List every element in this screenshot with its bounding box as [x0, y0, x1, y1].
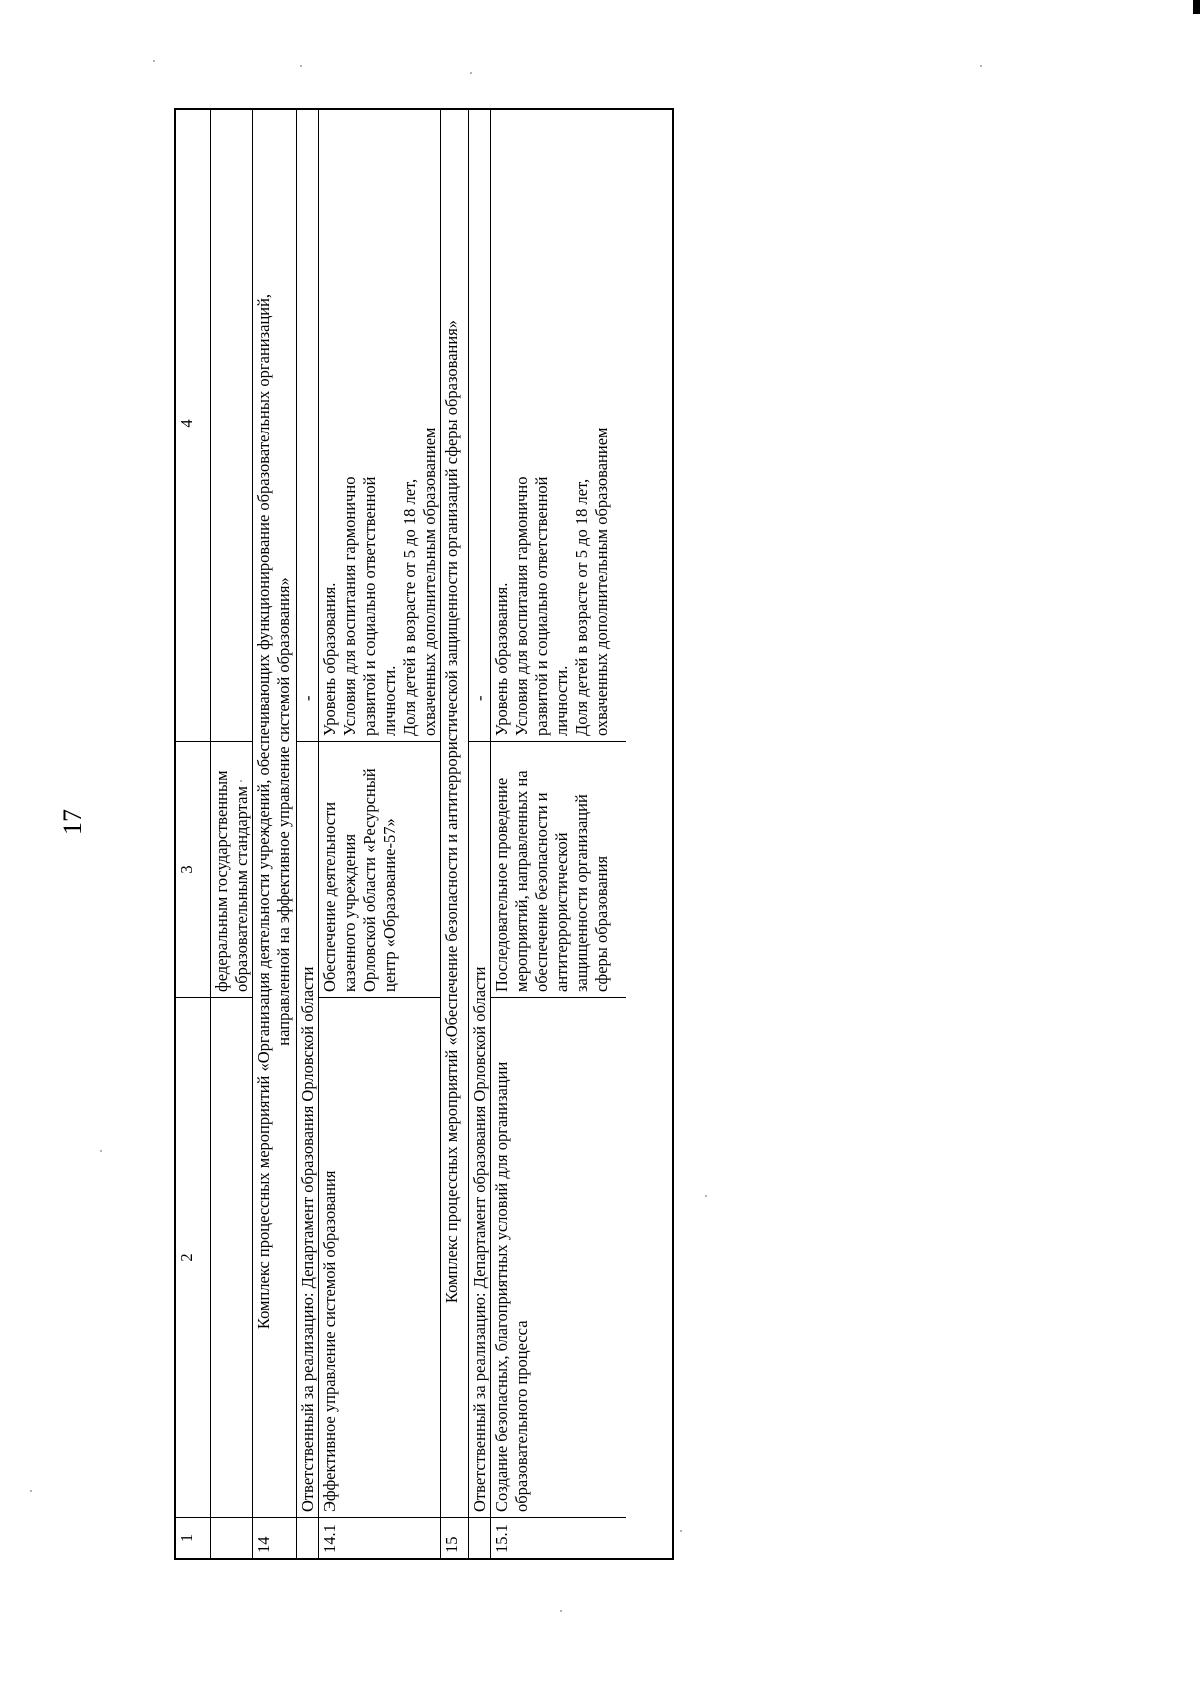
table-row [318, 110, 440, 1558]
table-row [490, 110, 626, 1558]
scan-speck [30, 1490, 32, 1492]
scan-speck [100, 1150, 102, 1152]
scan-speck [560, 1610, 562, 1612]
header-cell: 4 [176, 106, 210, 742]
responsible-cell: Ответственный за реализацию: Департамент образования Орловской области [297, 742, 318, 1518]
scan-speck [470, 72, 472, 74]
page-number: 17 [58, 809, 87, 835]
row-number-cell [297, 1518, 318, 1558]
table-header-row [176, 110, 210, 1558]
name-cell [211, 998, 252, 1518]
responsible-row [296, 110, 318, 1558]
name-cell: Эффективное управление системой образования [319, 998, 440, 1518]
section-number-cell: 14 [254, 1536, 273, 1553]
section-title-cell: Комплекс процессных мероприятий «Обеспечение безопасности и антитеррористической защищенности организаций сферы образования» [441, 106, 468, 1518]
row-number-cell: 15.1 [492, 1524, 511, 1553]
corner-scan-mark [1193, 0, 1200, 14]
section-row [440, 110, 468, 1558]
description-cell: федеральным государственным образовательным стандартам [211, 742, 252, 998]
table-row [210, 110, 252, 1558]
responsible-row [468, 110, 490, 1558]
scan-speck [680, 1530, 682, 1532]
section-row [252, 110, 296, 1558]
scan-speck [300, 65, 302, 67]
indicator-cell: Уровень образования. Условия для воспитания гармонично развитой и социально ответственной личности. Доля детей в возрасте от 5 до 18 лет, охваченных дополнительным образованием [491, 106, 626, 742]
measures-table [174, 108, 674, 1560]
row-number-cell [211, 1518, 252, 1558]
scan-speck [153, 60, 155, 62]
responsible-cell: Ответственный за реализацию: Департамент образования Орловской области [469, 742, 490, 1518]
section-number-cell: 15 [442, 1536, 461, 1553]
row-number-cell [469, 1518, 490, 1558]
header-cell: 3 [176, 742, 210, 998]
indicator-cell: - [297, 106, 318, 742]
header-cell: 1 [177, 1533, 196, 1543]
scan-speck [705, 1195, 707, 1197]
indicator-cell [211, 106, 252, 742]
scan-speck [980, 65, 982, 67]
description-cell: Обеспечение деятельности казенного учреждения Орловской области «Ресурсный центр «Образование-57» [319, 742, 440, 998]
section-title-cell: Комплекс процессных мероприятий «Организация деятельности учреждений, обеспечивающих функционирование образовательных организаций, направленной на эффективное управление системой образования» [253, 106, 296, 1518]
header-cell: 2 [176, 998, 210, 1518]
indicator-cell: Уровень образования. Условия для воспитания гармонично развитой и социально ответственной личности. Доля детей в возрасте от 5 до 18 лет, охваченных дополнительным образованием [319, 106, 440, 742]
description-cell: Последовательное проведение мероприятий, направленных на обеспечение безопасности и антитеррористической защищенности организаций сферы образования [491, 742, 626, 998]
row-number-cell: 14.1 [320, 1524, 339, 1553]
indicator-cell: - [469, 106, 490, 742]
name-cell: Создание безопасных, благоприятных условий для организации образовательного процесса [491, 998, 626, 1518]
